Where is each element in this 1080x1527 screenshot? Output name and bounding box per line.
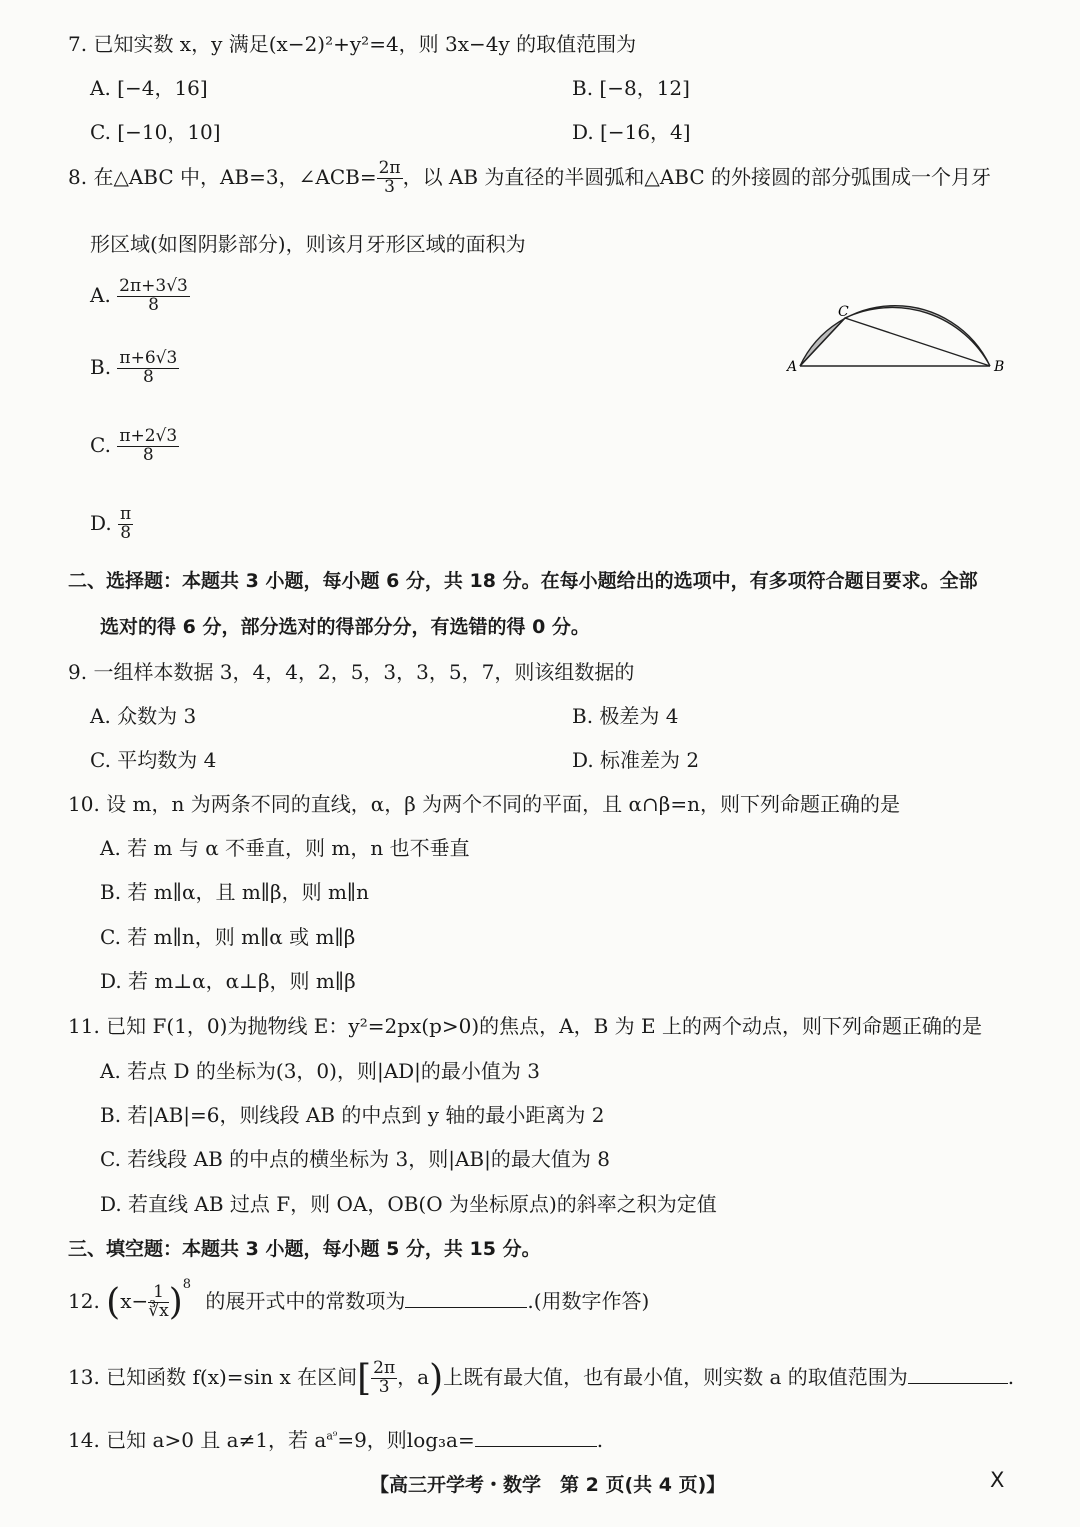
q11-option-b: B. 若|AB|=6，则线段 AB 的中点到 y 轴的最小距离为 2 — [100, 1103, 605, 1127]
label-b: B — [994, 359, 1005, 375]
q7-option-b: B. [−8，12] — [572, 76, 690, 100]
q12-answer-blank[interactable] — [405, 1287, 527, 1308]
q8-angle-fraction: $\frac{2\pi}{3}$ — [378, 158, 401, 197]
q8-stem-pre: 8. 在△ABC 中，AB=3，∠ACB= — [68, 164, 377, 189]
crescent-figure — [780, 278, 1010, 378]
section-2-heading: 二、选择题：本题共 3 小题，每小题 6 分，共 18 分。在每小题给出的选项中，有多项符合题目要求。全部 — [68, 570, 978, 592]
q10-option-b: B. 若 m∥α，且 m∥β，则 m∥n — [100, 880, 370, 904]
q14-exponent: a⁹ — [326, 1429, 338, 1443]
q13-answer-blank[interactable] — [908, 1363, 1008, 1384]
page-footer: 【高三开学考・数学 第 2 页(共 4 页)】 — [370, 1474, 726, 1496]
q9-option-b: B. 极差为 4 — [572, 704, 679, 728]
q10-option-d: D. 若 m⊥α，α⊥β，则 m∥β — [100, 969, 356, 993]
version-mark: X — [990, 1468, 1005, 1492]
q14-stem: 14. 已知 a>0 且 a≠1，若 $a^{a^9}=9$，则log₃a= . — [68, 1428, 604, 1452]
q8-option-b: B. $\frac{\pi+6√3}{8}$ — [90, 348, 178, 387]
q14-answer-blank[interactable] — [475, 1426, 597, 1447]
q9-stem: 9. 一组样本数据 3，4，4，2，5，3，3，5，7，则该组数据的 — [68, 660, 635, 684]
q8-option-c: C. $\frac{\pi+2√3}{8}$ — [90, 426, 178, 465]
q10-option-a: A. 若 m 与 α 不垂直，则 m，n 也不垂直 — [100, 836, 470, 860]
label-a: A — [787, 359, 798, 375]
q12-stem: 12. (x− $\frac{1}{∛x}$ )$^8$ 的展开式中的常数项为 .(用数字作答) — [68, 1277, 650, 1323]
label-c: C — [838, 304, 849, 320]
segment-ac — [800, 318, 845, 366]
q7-stem: 7. 已知实数 x，y 满足(x−2)²+y²=4，则 3x−4y 的取值范围为 — [68, 32, 637, 56]
q9-option-a: A. 众数为 3 — [90, 704, 197, 728]
q8-stem — [68, 160, 991, 197]
q13-fraction: $\frac{2\pi}{3}$ — [373, 1358, 396, 1397]
q10-stem: 10. 设 m，n 为两条不同的直线，α，β 为两个不同的平面，且 α∩β=n，则下列命题正确的是 — [68, 792, 900, 816]
q11-option-a: A. 若点 D 的坐标为(3，0)，则|AD|的最小值为 3 — [100, 1059, 540, 1083]
q9-option-c: C. 平均数为 4 — [90, 748, 217, 772]
q12-fraction: $\frac{1}{∛x}$ — [148, 1282, 169, 1321]
q8-option-d: D. $\frac{\pi}{8}$ — [90, 504, 132, 543]
q7-option-d: D. [−16，4] — [572, 120, 691, 144]
q13-stem: 13. 已知函数 f(x)=sin x 在区间[ $\frac{2\pi}{3}$ ，a)上既有最大值，也有最小值，则实数 a 的取值范围为 . — [68, 1358, 1015, 1399]
q8-stem-post: ，以 AB 为直径的半圆弧和△ABC 的外接圆的部分弧围成一个月牙 — [402, 164, 991, 189]
section-3-heading: 三、填空题：本题共 3 小题，每小题 5 分，共 15 分。 — [68, 1238, 541, 1260]
q11-stem: 11. 已知 F(1，0)为抛物线 E：y²=2px(p>0)的焦点，A，B 为 E 上的两个动点，则下列命题正确的是 — [68, 1014, 982, 1038]
segment-cb — [845, 318, 990, 366]
q11-option-d: D. 若直线 AB 过点 F，则 OA，OB(O 为坐标原点)的斜率之积为定值 — [100, 1192, 717, 1216]
q7-option-c: C. [−10，10] — [90, 120, 221, 144]
q9-option-d: D. 标准差为 2 — [572, 748, 700, 772]
q12-exponent: 8 — [182, 1277, 192, 1293]
q11-option-c: C. 若线段 AB 的中点的横坐标为 3，则|AB|的最大值为 8 — [100, 1147, 610, 1171]
q7-option-a: A. [−4，16] — [90, 76, 208, 100]
q12-base: x− — [120, 1289, 149, 1313]
section-2-heading-line2: 选对的得 6 分，部分选对的得部分分，有选错的得 0 分。 — [100, 616, 590, 638]
q8-option-a: A. $\frac{2\pi+3√3}{8}$ — [90, 276, 188, 315]
q8-stem-line2: 形区域(如图阴影部分)，则该月牙形区域的面积为 — [90, 232, 526, 256]
q10-option-c: C. 若 m∥n，则 m∥α 或 m∥β — [100, 925, 356, 949]
